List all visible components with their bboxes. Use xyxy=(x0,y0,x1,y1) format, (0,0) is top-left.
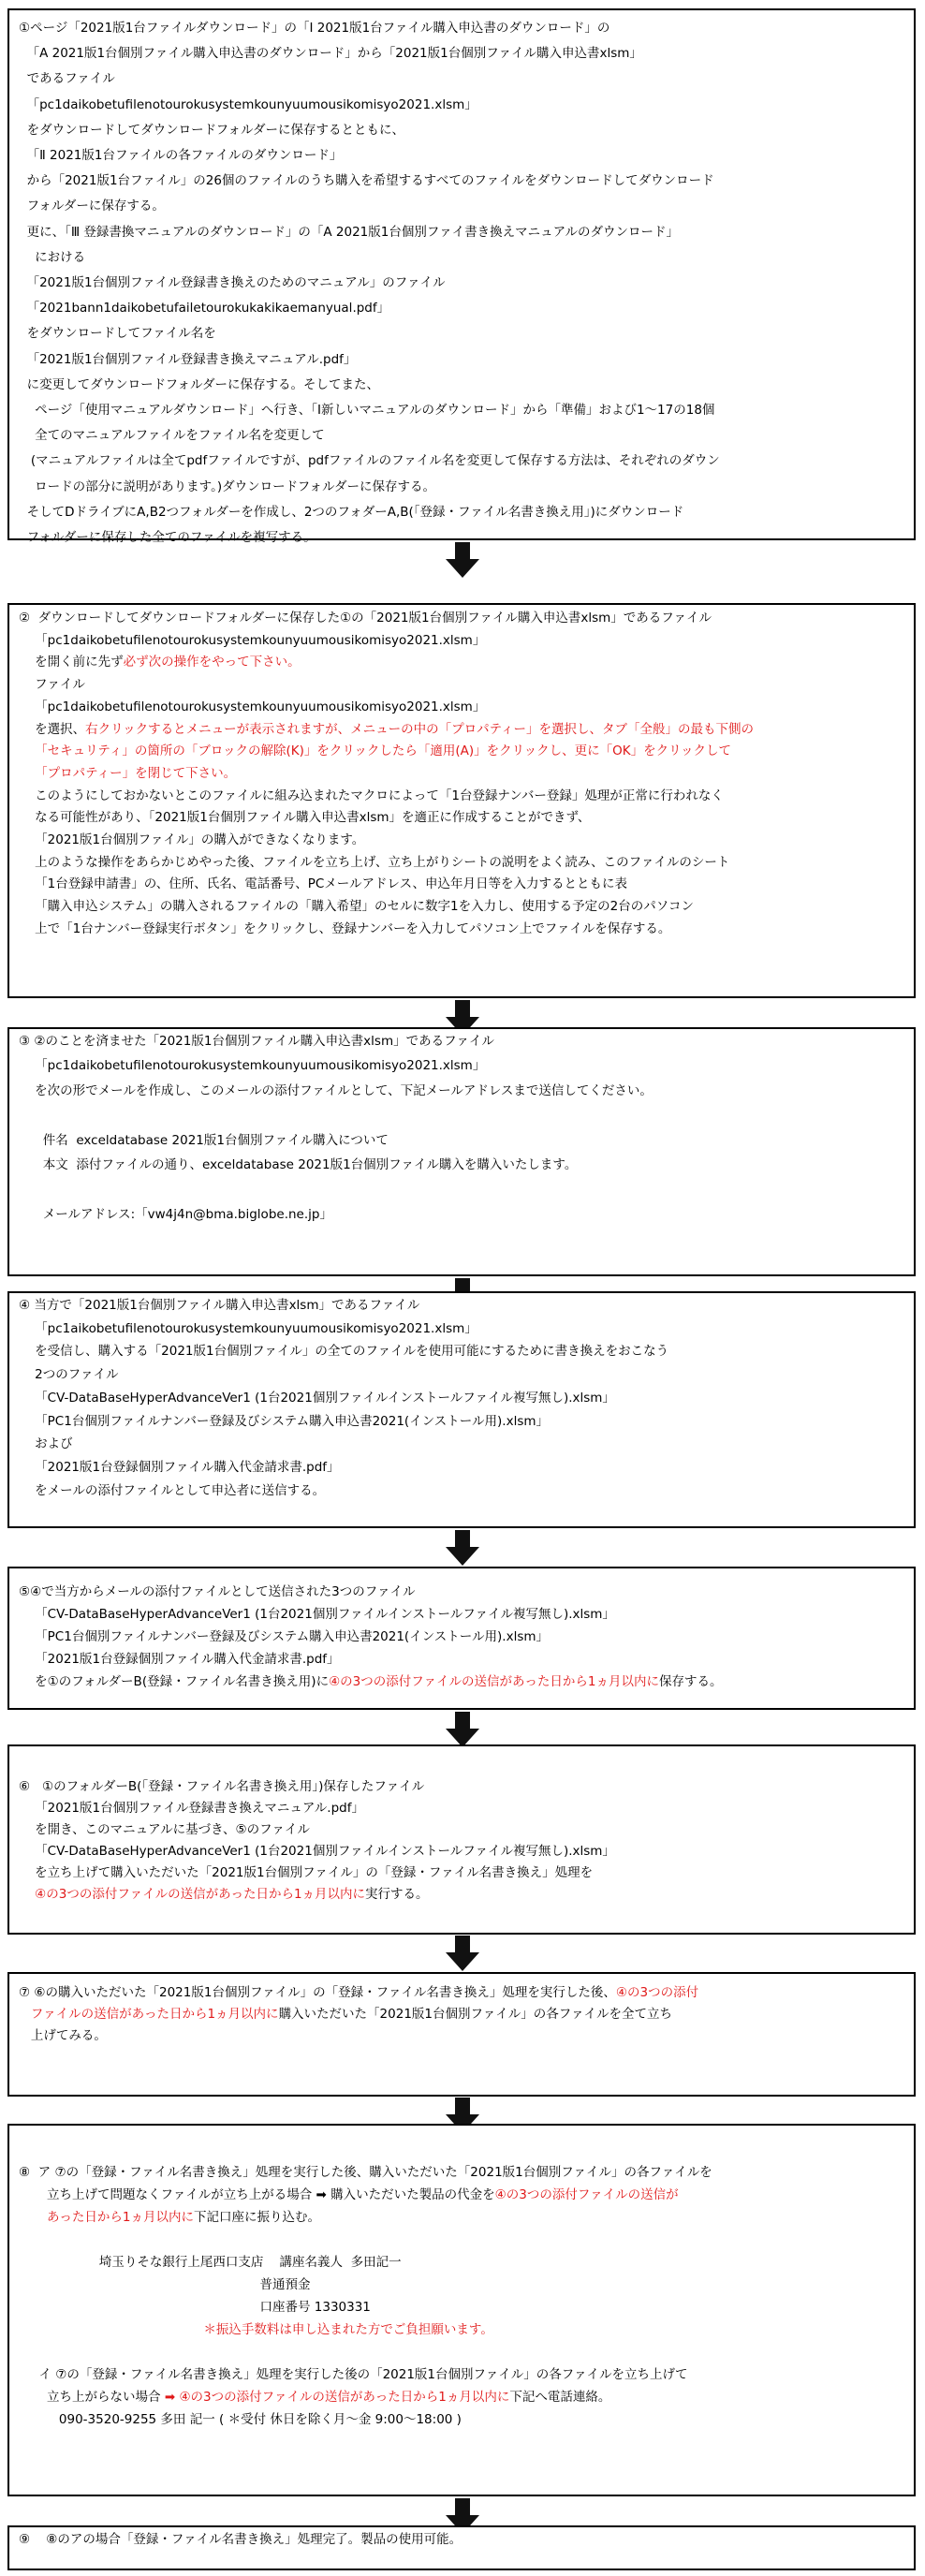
line-text: 上で「1台ナンバー登録実行ボタン」をクリックし、登録ナンバーを入力してパソコン上でファイルを保存する。 xyxy=(19,920,671,936)
highlight-text: あった日から1ヵ月以内に xyxy=(19,2210,194,2225)
text-line xyxy=(19,1320,477,1337)
line-text: ⑤④で当方からメールの添付ファイルとして送信された3つのファイル xyxy=(19,1584,416,1599)
text-line xyxy=(19,1132,389,1149)
text-line xyxy=(19,45,642,62)
down-arrow-icon xyxy=(444,1530,481,1566)
line-text: を選択、 xyxy=(19,721,86,737)
line-text: に変更してダウンロードフォルダーに保存する。そしてまた、 xyxy=(19,376,379,392)
text-line xyxy=(19,1206,332,1223)
line-text: 「2021版1台登録個別ファイル購入代金請求書.pdf」 xyxy=(19,1459,340,1475)
line-text: 「CV-DataBaseHyperAdvanceVer1 (1台2021個別ファイルインストールファイル複写無し).xlsm」 xyxy=(19,1607,615,1622)
text-line xyxy=(19,2276,310,2293)
text-line xyxy=(19,809,590,826)
highlight-text: ④の3つの添付ファイルの送信が xyxy=(494,2187,679,2202)
text-line xyxy=(19,1628,549,1645)
highlight-text: ファイルの送信があった日から1ヵ月以内に xyxy=(19,2007,279,2022)
down-arrow-icon xyxy=(444,1712,481,1747)
text-line xyxy=(19,274,445,291)
line-text: そしてDドライブにA,B2つフォルダーを作成し、2つのフォダーA,B(「登録・ファイル名書き換え用」)にダウンロード xyxy=(19,504,684,520)
highlight-text: ④の3つの添付ファイルの送信があった日から1ヵ月以内に xyxy=(19,1887,366,1902)
line-text: 「1台登録申請書」の、住所、氏名、電話番号、PCメールアドレス、申込年月日等を入力するとともに表 xyxy=(19,876,628,892)
text-line xyxy=(19,1606,615,1623)
line-text: を開き、このマニュアルに基づき、⑤のファイル xyxy=(19,1822,310,1837)
line-text: をメールの添付ファイルとして申込者に送信する。 xyxy=(19,1482,326,1498)
down-arrow-icon xyxy=(444,1936,481,1971)
line-text: 「2021版1台個別ファイル登録書き換えマニュアル.pdf」 xyxy=(19,1801,364,1816)
text-line xyxy=(19,2321,493,2338)
text-line xyxy=(19,224,679,241)
text-line xyxy=(19,478,435,495)
line-text: 購入いただいた「2021版1台個別ファイル」の各ファイルを全て立ち xyxy=(278,2007,672,2022)
line-text: 上のような操作をあらかじめやった後、ファイルを立ち上げ、立ち上がりシートの説明をよく読み、このファイルのシート xyxy=(19,854,730,870)
line-text: 「購入申込システム」の購入されるファイルの「購入希望」のセルに数字1を入力し、使用する予定の2台のパソコン xyxy=(19,899,694,915)
text-line xyxy=(19,20,609,37)
line-text: および xyxy=(19,1436,73,1452)
text-line xyxy=(19,452,720,469)
text-line xyxy=(19,2411,462,2428)
step-2-box xyxy=(7,603,916,998)
text-line xyxy=(19,2299,371,2316)
line-text: ⑦ ⑥の購入いただいた「2021版1台個別ファイル」の「登録・ファイル名書き換え」処理を実行した後、 xyxy=(19,1985,616,2000)
line-text: 「pc1daikobetufilenotourokusystemkounyuumousikomisyo2021.xlsm」 xyxy=(19,1058,486,1074)
text-line xyxy=(19,1459,340,1476)
line-text: ファイル xyxy=(19,677,85,693)
text-line xyxy=(19,832,364,848)
text-line xyxy=(19,721,754,738)
text-line xyxy=(19,529,316,546)
line-text: を①のフォルダーB(登録・ファイル名書き換え用)に xyxy=(19,1674,330,1689)
line-text: 下記口座に振り込む。 xyxy=(194,2210,320,2225)
text-line xyxy=(19,2027,107,2044)
text-line xyxy=(19,1673,722,1690)
text-line xyxy=(19,1057,485,1074)
text-line xyxy=(19,1583,415,1600)
line-text: フォルダーに保存する。 xyxy=(19,199,165,214)
line-text: を立ち上げて購入いただいた「2021版1台個別ファイル」の「登録・ファイル名書き換え」処理を xyxy=(19,1865,594,1880)
step-3-box xyxy=(7,1027,916,1276)
line-text: 「pc1daikobetufilenotourokusystemkounyuumousikomisyo2021.xlsm」 xyxy=(19,699,486,714)
line-text: をダウンロードしてダウンロードフォルダーに保存するとともに、 xyxy=(19,122,404,138)
text-line xyxy=(19,2389,610,2406)
line-text: ⑨ ⑧のアの場合「登録・ファイル名書き換え」処理完了。製品の使用可能。 xyxy=(19,2532,462,2547)
highlight-text: ➡ ④の3つの添付ファイルの送信があった日から1ヵ月以内に xyxy=(164,2390,510,2405)
text-line xyxy=(19,1390,615,1406)
text-line xyxy=(19,854,729,871)
step-4-box xyxy=(7,1291,916,1528)
line-text: 「PC1台個別ファイルナンバー登録及びシステム購入申込書2021(インストール用).xlsm」 xyxy=(19,1629,550,1644)
text-line xyxy=(19,2366,687,2383)
text-line xyxy=(19,898,694,915)
text-line xyxy=(19,1482,325,1499)
line-text: ページ「使用マニュアルダウンロード」へ行き、「Ⅰ新しいマニュアルのダウンロード」から「準備」および1～17の18個 xyxy=(19,403,715,418)
text-line xyxy=(19,2531,462,2548)
text-line xyxy=(19,1435,73,1452)
line-text: 「2021bann1daikobetufailetourokukakikaemanyual.pdf」 xyxy=(19,301,390,316)
line-text: ①ページ「2021版1台ファイルダウンロード」の「Ⅰ 2021版1台ファイル購入申込書のダウンロード」の xyxy=(19,21,610,36)
text-line xyxy=(19,122,404,139)
text-line xyxy=(19,920,670,937)
highlight-text: 右クリックするとメニューが表示されますが、メニューの中の「プロパティー」を選択し、タブ「全般」の最も下側の xyxy=(85,721,755,737)
text-line xyxy=(19,2254,402,2271)
line-text: を受信し、購入する「2021版1台個別ファイル」の全てのファイルを使用可能にするために書き換えをおこなう xyxy=(19,1344,669,1360)
line-text: 「A 2021版1台個別ファイル購入申込書のダウンロード」から「2021版1台個別ファイル購入申込書xlsm」 xyxy=(19,46,642,62)
line-text: 上げてみる。 xyxy=(19,2028,107,2043)
step-1-box xyxy=(7,8,916,545)
text-line xyxy=(19,1864,593,1881)
line-text: このようにしておかないとこのファイルに組み込まれたマクロによって「1台登録ナンバー登録」処理が正常に行われなく xyxy=(19,788,724,803)
line-text: 090-3520-9255 多田 記一 ( ＊受付 休日を除く月～金 9:00～18:00 ) xyxy=(19,2412,462,2427)
line-text: における xyxy=(19,249,86,265)
line-text: 本文 添付ファイルの通り、exceldatabase 2021版1台個別ファイル購入を購入いたします。 xyxy=(19,1157,578,1172)
line-text: ③ ②のことを済ませた「2021版1台個別ファイル購入申込書xlsm」であるファイル xyxy=(19,1034,494,1049)
text-line xyxy=(19,504,683,521)
line-text: をダウンロードしてファイル名を xyxy=(19,326,216,342)
line-text: ⑧ ア ⑦の「登録・ファイル名書き換え」処理を実行した後、購入いただいた「2021版1台個別ファイル」の各ファイルを xyxy=(19,2165,712,2180)
line-text: 「pc1aikobetufilenotourokusystemkounyuumousikomisyo2021.xlsm」 xyxy=(19,1320,477,1336)
text-line xyxy=(19,376,379,393)
line-text: (マニュアルファイルは全てpdfファイルですが、pdfファイルのファイル名を変更して保存する方法は、それぞれのダウン xyxy=(19,453,720,469)
text-line xyxy=(19,1886,429,1903)
line-text: ④ 当方で「2021版1台個別ファイル購入申込書xlsm」であるファイル xyxy=(19,1298,420,1313)
line-text: 立ち上がらない場合 xyxy=(19,2390,165,2405)
line-text: 更に、「Ⅲ 登録書換マニュアルのダウンロード」の「A 2021版1台個別ファイ書き換えマニュアルのダウンロード」 xyxy=(19,224,680,240)
text-line xyxy=(19,70,115,87)
text-line xyxy=(19,1033,494,1050)
line-text: を次の形でメールを作成し、このメールの添付ファイルとして、下記メールアドレスまで送信してください。 xyxy=(19,1082,653,1098)
line-text: 「CV-DataBaseHyperAdvanceVer1 (1台2021個別ファイルインストールファイル複写無し).xlsm」 xyxy=(19,1390,615,1406)
text-line xyxy=(19,2164,712,2181)
line-text: ⑥ ①のフォルダーB(「登録・ファイル名書き換え用」)保存したファイル xyxy=(19,1779,425,1794)
line-text: 件名 exceldatabase 2021版1台個別ファイル購入について xyxy=(19,1132,389,1148)
highlight-text: ④の3つの添付ファイルの送信があった日から1ヵ月以内に xyxy=(329,1674,659,1689)
step-8-box xyxy=(7,2124,916,2496)
line-text: フォルダーに保存した全てのファイルを複写する。 xyxy=(19,530,316,545)
line-text: 「pc1daikobetufilenotourokusystemkounyuumousikomisyo2021.xlsm」 xyxy=(19,632,486,648)
text-line xyxy=(19,402,714,419)
step-7-box xyxy=(7,1972,916,2097)
text-line xyxy=(19,325,216,342)
line-text: 「2021版1台個別ファイル登録書き換えマニュアル.pdf」 xyxy=(19,351,357,367)
highlight-text: ＊振込手数料は申し込まれた方でご負担願います。 xyxy=(19,2322,493,2337)
text-line xyxy=(19,788,724,804)
highlight-text: 「プロパティー」を閉じて下さい。 xyxy=(19,765,237,781)
text-line xyxy=(19,249,85,266)
text-line xyxy=(19,2209,320,2226)
text-line xyxy=(19,1651,340,1668)
text-line xyxy=(19,427,325,444)
text-line xyxy=(19,1343,668,1360)
text-line xyxy=(19,1984,698,2001)
text-line xyxy=(19,876,627,892)
text-line xyxy=(19,676,85,693)
text-line xyxy=(19,1366,118,1383)
line-text: 「Ⅱ 2021版1台ファイルの各ファイルのダウンロード」 xyxy=(19,148,343,163)
highlight-text: 「セキュリティ」の箇所の「ブロックの解除(K)」をクリックしたら「適用(A)」をクリックし、更に「OK」をクリックして xyxy=(19,743,732,759)
text-line xyxy=(19,765,236,782)
text-line xyxy=(19,1082,653,1099)
text-line xyxy=(19,172,714,189)
line-text: を開く前に先ず xyxy=(19,655,124,670)
step-9-box xyxy=(7,2525,916,2570)
line-text: 「PC1台個別ファイルナンバー登録及びシステム購入申込書2021(インストール用).xlsm」 xyxy=(19,1413,550,1429)
text-line xyxy=(19,1778,424,1795)
line-text: 実行する。 xyxy=(365,1887,429,1902)
highlight-text: 必ず次の操作をやって下さい。 xyxy=(123,655,301,670)
line-text: 下記へ電話連絡。 xyxy=(509,2390,611,2405)
text-line xyxy=(19,1413,549,1430)
text-line xyxy=(19,147,342,164)
highlight-text: ④の3つの添付 xyxy=(615,1985,699,2000)
text-line xyxy=(19,2186,679,2203)
step-6-box xyxy=(7,1744,916,1935)
text-line xyxy=(19,1297,419,1314)
line-text: 「2021版1台個別ファイル」の購入ができなくなります。 xyxy=(19,832,365,847)
line-text: ロードの部分に説明があります。)ダウンロードフォルダーに保存する。 xyxy=(19,478,435,494)
text-line xyxy=(19,2006,672,2023)
text-line xyxy=(19,1156,577,1173)
line-text: なる可能性があり、「2021版1台個別ファイル購入申込書xlsm」を適正に作成することができず、 xyxy=(19,810,591,826)
text-line xyxy=(19,1843,615,1860)
line-text: 保存する。 xyxy=(658,1674,723,1689)
text-line xyxy=(19,1821,310,1838)
text-line xyxy=(19,351,356,368)
text-line xyxy=(19,632,485,649)
line-text: イ ⑦の「登録・ファイル名書き換え」処理を実行した後の「2021版1台個別ファイル」の各ファイルを立ち上げて xyxy=(19,2367,688,2382)
line-text: から「2021版1台ファイル」の26個のファイルのうち購入を希望するすべてのファイルをダウンロードしてダウンロード xyxy=(19,173,714,189)
line-text: ② ダウンロードしてダウンロードフォルダーに保存した①の「2021版1台個別ファイル購入申込書xlsm」であるファイル xyxy=(19,611,712,626)
line-text: であるファイル xyxy=(19,71,115,87)
line-text: 普通預金 xyxy=(19,2277,311,2292)
text-line xyxy=(19,1800,364,1817)
line-text: 「2021版1台登録個別ファイル購入代金請求書.pdf」 xyxy=(19,1652,340,1667)
line-text: 埼玉りそな銀行上尾西口支店 講座名義人 多田記一 xyxy=(19,2255,402,2270)
line-text: 「pc1daikobetufilenotourokusystemkounyuumousikomisyo2021.xlsm」 xyxy=(19,96,477,112)
line-text: 「2021版1台個別ファイル登録書き換えのためのマニュアル」のファイル xyxy=(19,275,446,290)
text-line xyxy=(19,300,389,316)
down-arrow-icon xyxy=(444,542,481,578)
line-text: 口座番号 1330331 xyxy=(19,2300,371,2315)
text-line xyxy=(19,198,165,214)
line-text: 立ち上げて問題なくファイルが立ち上がる場合 ➡ 購入いただいた製品の代金を xyxy=(19,2187,495,2202)
text-line xyxy=(19,654,301,670)
line-text: 「CV-DataBaseHyperAdvanceVer1 (1台2021個別ファイルインストールファイル複写無し).xlsm」 xyxy=(19,1844,615,1859)
text-line xyxy=(19,743,731,759)
line-text: 全てのマニュアルファイルをファイル名を変更して xyxy=(19,428,325,444)
text-line xyxy=(19,610,712,626)
text-line xyxy=(19,699,485,715)
step-5-box xyxy=(7,1567,916,1710)
text-line xyxy=(19,96,477,113)
line-text: メールアドレス:「vw4j4n@bma.biglobe.ne.jp」 xyxy=(19,1206,332,1222)
line-text: 2つのファイル xyxy=(19,1367,119,1383)
